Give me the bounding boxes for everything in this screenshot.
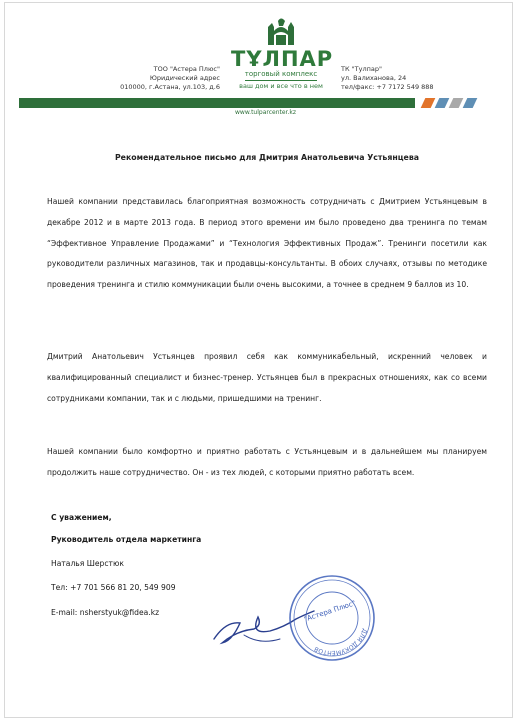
website-link[interactable]: www.tulparcenter.kz	[235, 109, 297, 116]
paragraph-1: Нашей компании представилась благоприятная возможность сотрудничать с Дмитрием Устьянцевым в декабре 2012 и в марте 2013 года. В период этого времени им было проведено два тренинга по темам “Эффективное Управление Продажами” и “Технология Эффективных Продаж”. Тренинги посетили как руководители различных магазинов, так и продавцы-консультанты. В обоих случаях, отзывы по методике проведения тренинга и стилю коммуникации были очень высокими, а точнее в среднем 9 баллов из 10.	[47, 197, 487, 290]
signer-position: Руководитель отдела маркетинга	[51, 535, 202, 544]
left-address-line: ТОО "Астера Плюс"	[153, 65, 220, 73]
signer-name: Наталья Шерстюк	[51, 559, 124, 568]
right-address-line: ул. Валиханова, 24	[341, 74, 407, 82]
brand-divider	[245, 80, 317, 81]
green-band	[19, 98, 415, 108]
brand-subtitle: торговый комплекс	[244, 70, 318, 78]
brand-name: ТҰЛПАР	[231, 47, 334, 71]
paragraph-3: Нашей компании было комфортно и приятно работать с Устьянцевым и в дальнейшем мы планируем продолжить наше сотрудничество. Он - из тех людей, с которыми приятно работать всем.	[47, 447, 487, 477]
paragraph-2: Дмитрий Анатольевич Устьянцев проявил себя как коммуникабельный, искренний человек и квалифицированный специалист и бизнес-тренер. Устьянцев был в прекрасных отношениях, как со всеми сотрудниками компании, так и с людьми, пришедшими на тренинг.	[47, 352, 487, 403]
left-address-line: 010000, г.Астана, ул.103, д.6	[120, 83, 220, 91]
header-band	[19, 98, 483, 108]
brand-slogan: ваш дом и все что в нем	[239, 82, 323, 90]
left-address-block	[100, 65, 220, 92]
closing: С уважением,	[51, 513, 112, 522]
right-address-line: ТК "Тулпар"	[341, 65, 382, 73]
company-stamp	[287, 573, 377, 663]
stripe-gray	[449, 98, 464, 108]
stamp-ring-text: ДЛЯ ДОКУМЕНТОВ	[313, 627, 369, 657]
left-address-line: Юридический адрес	[149, 74, 220, 82]
right-address-block	[341, 65, 481, 92]
letter-title: Рекомендательное письмо для Дмитрия Анатольевича Устьянцева	[114, 153, 420, 162]
signer-email[interactable]: E-mail: nsherstyuk@fidea.kz	[51, 608, 160, 617]
tulpar-logo	[231, 17, 334, 91]
stripe-orange	[421, 98, 436, 108]
horse-emblem-icon	[260, 17, 302, 47]
stripe-blue-2	[463, 98, 478, 108]
stripe-blue	[435, 98, 450, 108]
stamp-inner-text: "Астера Плюс"	[302, 599, 357, 624]
letter-page	[4, 2, 513, 718]
signer-phone: Тел: +7 701 566 81 20, 549 909	[51, 583, 176, 592]
right-address-line: тел/факс: +7 7172 549 888	[341, 83, 434, 91]
